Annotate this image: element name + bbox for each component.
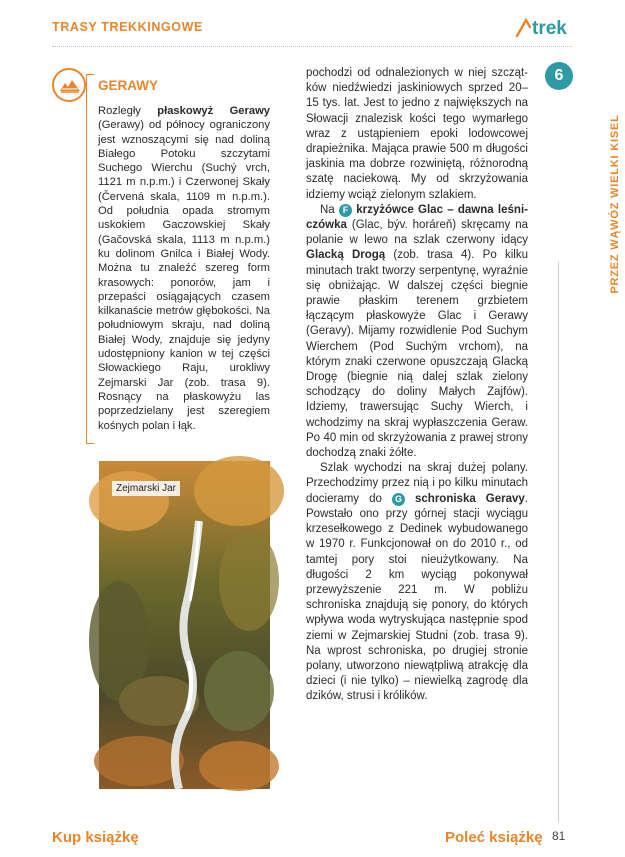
paragraph-2: Na F krzyżówce Glac – dawna leśniczówka (Glac, býv. horáreň) skręcamy na polanie w lewo na szlak czerwony idący Glacką Drogą (zob. trasa 4). Po kilku minutach trakt tworzy serpentynę, wyraźnie się obniżając. W dalszej części biegnie prawie płaskim terenem grzbietem łączącym płaskowyże Glac i Gerawy (Geravy). Mijamy rozwidlenie Pod Suchym Wierchem (Pod Suchým vrchom), na którym znaki czerwone opuszczają Glacką Drogę (biegnie nią dalej szlak zielony schodzący do doliny Małych Zajfów). Idziemy, trawersując Suchy Wierch, i wchodzimy na skraj wypłaszczenia Geraw. Po 40 min od skrzyżowania z prawej strony dochodzą znaki żółte. — [306, 203, 528, 460]
main-text-column — [306, 66, 528, 705]
recommend-book-link[interactable]: Poleć książkę — [445, 829, 543, 846]
trek-logo-text: trek — [532, 18, 567, 39]
waterfall-photo — [99, 461, 270, 789]
waypoint-f-badge: F — [339, 204, 352, 217]
paragraph-3: Szlak wychodzi na skraj dużej polany. Przechodzimy przez nią i po kilku minutach docieramy do G schroniska Geravy. Powstało ono przy górnej stacji wyciągu krzesełkowego z Dedinek wybudowanego w 1970 r. Funkcjonował on do 2010 r., od tamtej pory stoi nieużytkowany. Na długości 2 km wyciąg pokonywał przewyższenie 221 m. W pobliżu schroniska znajdują się ponory, do których wpływa woda wytryskująca następnie spod ziemi w Zejmarskiej Studni (zob. trasa 9). Na wprost schroniska, po drugiej stronie polany, utworzono niewątpliwą atrakcję dla dzieci (i nie tylko) – niewielką zagrodę dla dzików, strusi i królików. — [306, 462, 528, 703]
info-box-border — [86, 74, 87, 444]
photo-caption: Zejmarski Jar — [112, 481, 180, 496]
section-title: TRASY TREKKINGOWE — [52, 20, 203, 34]
route-name-vertical: PRZEZ WĄWÓZ WIELKI KISEL — [609, 114, 621, 294]
waypoint-g-badge: G — [392, 493, 405, 506]
header-divider — [52, 46, 572, 47]
info-box-border-top — [86, 74, 94, 75]
side-divider-line — [558, 262, 559, 822]
info-box-title: GERAWY — [98, 78, 159, 93]
info-box-text: Rozległy płaskowyż Gerawy (Gerawy) od północy ograniczony jest wznoszącymi się nad doliną Białego Potoku szczytami Suchego Wierchu (Suchý vrch, 1121 m n.p.m.) i Czerwonej Skały (Červená skala, 1109 m n.p.m.). Od południa opada stromym uskokiem Gaczowskiej Skały (Gačovská skala, 1113 m n.p.m.) ku dolinom Gnilca i Białej Wody. Można tu znaleźć szereg form krasowych: ponorów, jam i przepaści osiągających czasem kilkanaście metrów głębokości. Na południowym skraju, nad doliną Białej Wody, znajduje się jedyny udostępniony kanion w tej części Słowackiego Raju, urokliwy Zejmarski Jar (zob. trasa 9). Rosnący na płaskowyżu las poprzedzielany jest szeregiem kośnych polan i łąk. — [98, 105, 270, 432]
route-number-badge: 6 — [545, 62, 573, 90]
mountain-plateau-icon — [52, 68, 86, 102]
info-box-border-bottom — [86, 443, 94, 444]
page-number: 81 — [552, 829, 566, 843]
buy-book-link[interactable]: Kup książkę — [52, 829, 139, 846]
paragraph-1: pochodzi od odnalezionych w niej szczątków niedźwiedzi jaskiniowych sprzed 20–15 tys. lat. Jest to jedno z największych na Słowacji znalezisk kości tego wymarłego wraz z ustąpieniem epoki lodowcowej drapieżnika. Mająca prawie 500 m długości jaskinia ma dobrze rozwiniętą, różnorodną szatę naciekową. My od skrzyżowania idziemy wciąż zielonym szlakiem. — [306, 67, 528, 201]
